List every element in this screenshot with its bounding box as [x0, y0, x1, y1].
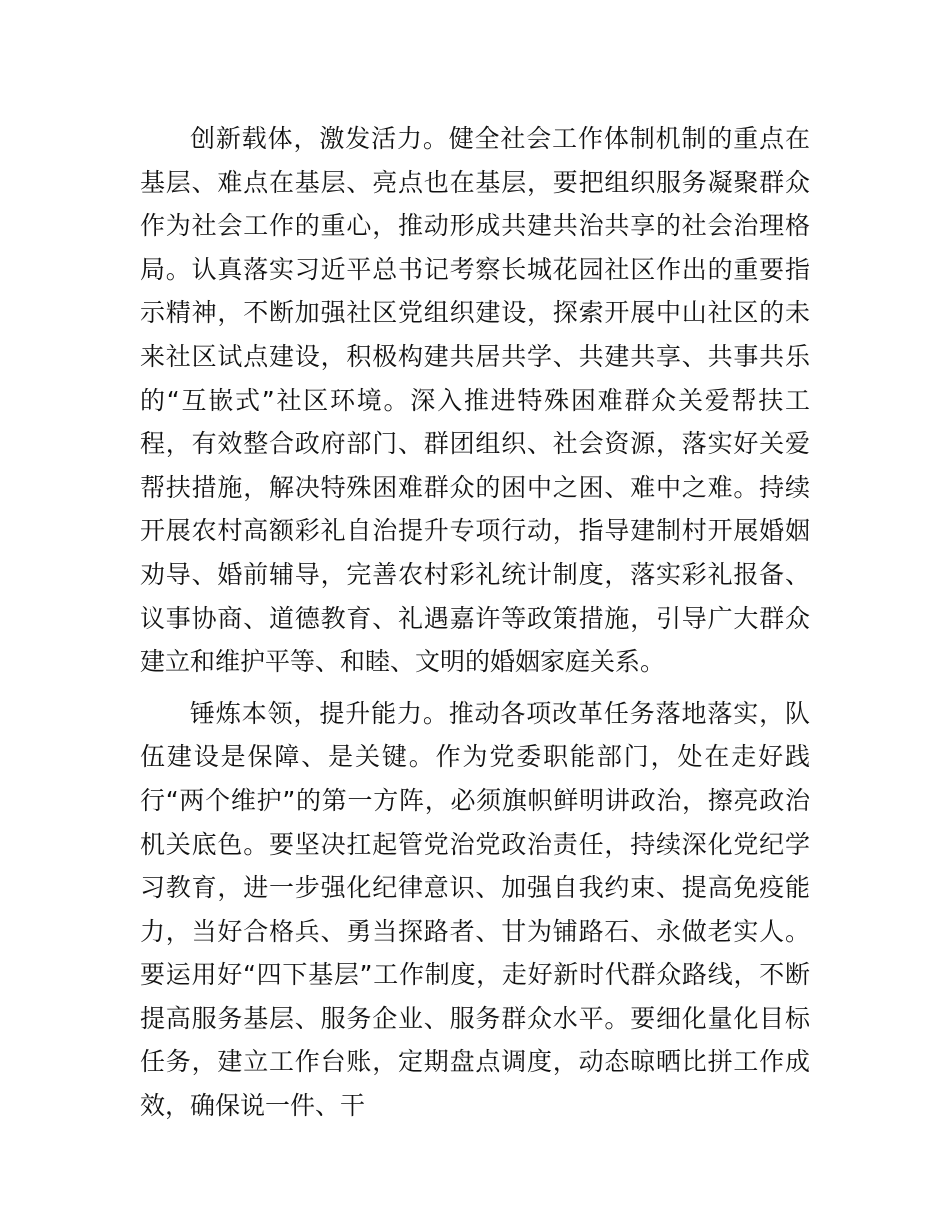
- paragraph-innovation: 创新载体，激发活力。健全社会工作体制机制的重点在基层、难点在基层、亮点也在基层，要把组织服务凝聚群众作为社会工作的重心，推动形成共建共治共享的社会治理格局。认真落实习近平总书记考察长城花园社区作出的重要指示精神，不断加强社区党组织建设，探索开展中山社区的未来社区试点建设，积极构建共居共学、共建共享、共事共乐的“互嵌式”社区环境。深入推进特殊困难群众关爱帮扶工程，有效整合政府部门、群团组织、社会资源，落实好关爱帮扶措施，解决特殊困难群众的困中之困、难中之难。持续开展农村高额彩礼自治提升专项行动，指导建制村开展婚姻劝导、婚前辅导，完善农村彩礼统计制度，落实彩礼报备、议事协商、道德教育、礼遇嘉许等政策措施，引导广大群众建立和维护平等、和睦、文明的婚姻家庭关系。: [140, 124, 810, 677]
- document-body: [140, 117, 810, 1128]
- paragraph-capability: 锤炼本领，提升能力。推动各项改革任务落地落实，队伍建设是保障、是关键。作为党委职能部门，处在走好践行“两个维护”的第一方阵，必须旗帜鲜明讲政治，擦亮政治机关底色。要坚决扛起管党治党政治责任，持续深化党纪学习教育，进一步强化纪律意识、加强自我约束、提高免疫能力，当好合格兵、勇当探路者、甘为铺路石、永做老实人。要运用好“四下基层”工作制度，走好新时代群众路线，不断提高服务基层、服务企业、服务群众水平。要细化量化目标任务，建立工作台账，定期盘点调度，动态晾晒比拼工作成效，确保说一件、干: [140, 698, 810, 1121]
